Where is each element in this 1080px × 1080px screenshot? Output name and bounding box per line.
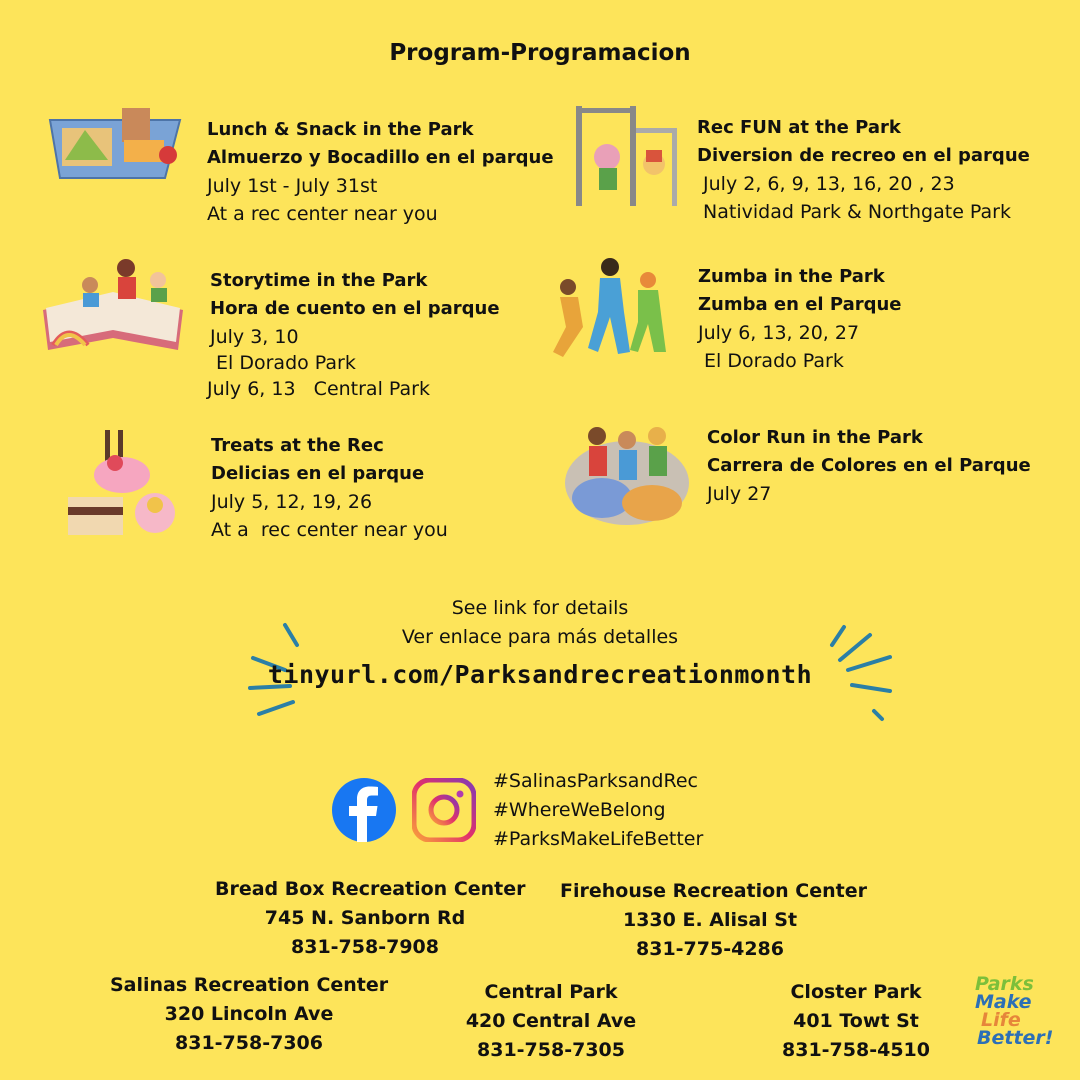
location-central-park bbox=[455, 978, 647, 1065]
location-phone: 831-775-4286 bbox=[636, 938, 784, 960]
hashtag[interactable]: #WhereWeBelong bbox=[493, 799, 666, 821]
color-run-illustration bbox=[562, 408, 692, 528]
program-lunch bbox=[207, 116, 554, 228]
program-zumba bbox=[698, 263, 902, 375]
program-detail: July 6, 13 Central Park bbox=[207, 378, 430, 400]
zumba-dancers-illustration bbox=[538, 252, 678, 360]
location-name: Bread Box Recreation Center bbox=[215, 878, 526, 900]
parks-make-life-better-logo bbox=[975, 975, 1053, 1047]
location-closter-park bbox=[780, 978, 932, 1065]
hashtag[interactable]: #ParksMakeLifeBetter bbox=[493, 828, 704, 850]
program-title-es: Diversion de recreo en el parque bbox=[697, 145, 1030, 166]
logo-word: Life bbox=[981, 1009, 1021, 1031]
storytime-illustration bbox=[38, 250, 188, 358]
program-detail: July 1st - July 31st bbox=[207, 175, 378, 197]
instagram-icon[interactable] bbox=[412, 778, 476, 842]
location-address: 401 Towt St bbox=[793, 1010, 919, 1032]
facebook-icon[interactable] bbox=[332, 778, 396, 842]
program-detail: El Dorado Park bbox=[210, 352, 356, 374]
location-salinas bbox=[110, 971, 388, 1058]
location-address: 320 Lincoln Ave bbox=[164, 1003, 334, 1025]
page-title: Program-Programacion bbox=[389, 40, 691, 66]
logo-word: Make bbox=[975, 991, 1032, 1013]
location-name: Closter Park bbox=[790, 981, 922, 1003]
program-title-en: Storytime in the Park bbox=[210, 270, 428, 291]
location-name: Central Park bbox=[484, 981, 618, 1003]
program-detail: July 3, 10 bbox=[210, 326, 299, 348]
location-phone: 831-758-7305 bbox=[477, 1039, 625, 1061]
program-title-en: Treats at the Rec bbox=[211, 435, 384, 456]
program-title-es: Carrera de Colores en el Parque bbox=[707, 455, 1031, 476]
details-link[interactable]: tinyurl.com/Parksandrecreationmonth bbox=[267, 660, 813, 689]
lunch-tray-illustration bbox=[40, 100, 185, 185]
location-address: 1330 E. Alisal St bbox=[622, 909, 798, 931]
program-title-en: Zumba in the Park bbox=[698, 266, 885, 287]
hashtag[interactable]: #SalinasParksandRec bbox=[493, 770, 698, 792]
program-detail: July 27 bbox=[707, 483, 772, 505]
program-detail: July 2, 6, 9, 13, 16, 20 , 23 bbox=[697, 173, 955, 195]
program-detail: El Dorado Park bbox=[698, 350, 844, 372]
logo-word: Better! bbox=[977, 1027, 1054, 1049]
program-title-es: Almuerzo y Bocadillo en el parque bbox=[207, 147, 554, 168]
location-firehouse bbox=[560, 877, 868, 964]
program-detail: July 5, 12, 19, 26 bbox=[211, 491, 373, 513]
program-treats bbox=[211, 432, 448, 544]
details-en: See link for details bbox=[451, 597, 629, 619]
program-detail: At a rec center near you bbox=[207, 203, 438, 225]
program-color-run bbox=[707, 424, 1031, 508]
program-title-es: Delicias en el parque bbox=[211, 463, 425, 484]
program-detail: At a rec center near you bbox=[211, 519, 448, 541]
program-title-es: Zumba en el Parque bbox=[698, 294, 902, 315]
program-title-es: Hora de cuento en el parque bbox=[210, 298, 500, 319]
location-phone: 831-758-4510 bbox=[782, 1039, 930, 1061]
program-storytime bbox=[207, 267, 500, 403]
hashtags bbox=[493, 767, 703, 854]
logo-word: Parks bbox=[975, 973, 1034, 995]
location-name: Firehouse Recreation Center bbox=[560, 880, 868, 902]
program-title-en: Rec FUN at the Park bbox=[697, 117, 901, 138]
program-detail: Natividad Park & Northgate Park bbox=[697, 201, 1011, 223]
location-bread-box bbox=[215, 875, 526, 962]
playground-illustration bbox=[572, 102, 682, 207]
details-es: Ver enlace para más detalles bbox=[401, 626, 679, 648]
program-title-en: Lunch & Snack in the Park bbox=[207, 119, 474, 140]
program-rec-fun bbox=[697, 114, 1030, 226]
location-phone: 831-758-7908 bbox=[291, 936, 439, 958]
location-phone: 831-758-7306 bbox=[175, 1032, 323, 1054]
location-address: 745 N. Sanborn Rd bbox=[264, 907, 466, 929]
location-address: 420 Central Ave bbox=[465, 1010, 637, 1032]
program-detail: July 6, 13, 20, 27 bbox=[698, 322, 860, 344]
program-title-en: Color Run in the Park bbox=[707, 427, 923, 448]
location-name: Salinas Recreation Center bbox=[110, 974, 389, 996]
treats-illustration bbox=[60, 425, 180, 540]
